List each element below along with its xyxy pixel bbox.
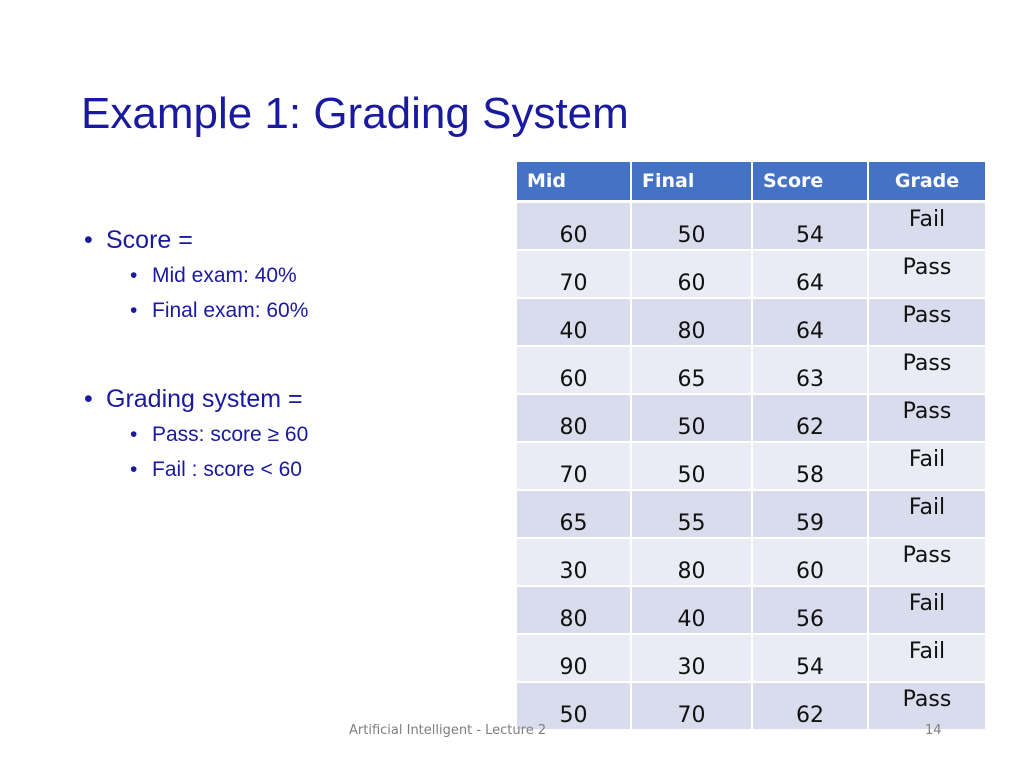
sub-bullet-fail [130, 456, 302, 484]
cell-grade: Fail [868, 442, 985, 490]
table-row [517, 442, 985, 490]
header-mid: Mid [517, 162, 631, 202]
cell-score: 62 [752, 394, 868, 442]
header-grade: Grade [868, 162, 985, 202]
cell-final: 30 [631, 634, 752, 682]
sub-bullet-mid-exam [130, 262, 297, 290]
cell-score: 60 [752, 538, 868, 586]
sub-bullet-pass [130, 421, 308, 449]
bullet-dot-icon: • [130, 299, 138, 322]
sub-bullet-text: Mid exam: 40% [152, 264, 297, 287]
table-row [517, 490, 985, 538]
cell-mid: 80 [517, 586, 631, 634]
table-row [517, 682, 985, 730]
cell-final: 65 [631, 346, 752, 394]
bullet-dot-icon: • [130, 423, 138, 446]
bullet-text: Grading system = [106, 385, 303, 413]
slide-footer: Artificial Intelligent - Lecture 2 [349, 723, 547, 738]
cell-final: 40 [631, 586, 752, 634]
cell-final: 50 [631, 202, 752, 251]
cell-grade: Fail [868, 202, 985, 251]
cell-final: 55 [631, 490, 752, 538]
cell-mid: 65 [517, 490, 631, 538]
table-row [517, 298, 985, 346]
table-row [517, 346, 985, 394]
grades-table [517, 162, 985, 731]
cell-score: 63 [752, 346, 868, 394]
bullet-dot-icon: • [130, 458, 138, 481]
table-row [517, 538, 985, 586]
cell-mid: 80 [517, 394, 631, 442]
cell-grade: Fail [868, 586, 985, 634]
slide-title: Example 1: Grading System [81, 89, 629, 138]
cell-mid: 30 [517, 538, 631, 586]
page-number: 14 [925, 723, 942, 738]
cell-grade: Pass [868, 538, 985, 586]
bullet-dot-icon: • [84, 226, 93, 254]
bullet-grading-system [84, 383, 303, 415]
cell-final: 60 [631, 250, 752, 298]
sub-bullet-text: Fail : score < 60 [152, 458, 302, 481]
table-row [517, 202, 985, 251]
cell-score: 64 [752, 298, 868, 346]
cell-mid: 60 [517, 202, 631, 251]
cell-grade: Pass [868, 250, 985, 298]
header-score: Score [752, 162, 868, 202]
sub-bullet-text: Pass: score ≥ 60 [152, 423, 309, 446]
bullet-text: Score = [106, 226, 193, 254]
cell-final: 70 [631, 682, 752, 730]
bullet-dot-icon: • [130, 264, 138, 287]
cell-grade: Pass [868, 394, 985, 442]
table-row [517, 586, 985, 634]
table-header-row [517, 162, 985, 202]
sub-bullet-final-exam [130, 297, 308, 325]
cell-mid: 70 [517, 250, 631, 298]
cell-final: 80 [631, 298, 752, 346]
cell-score: 54 [752, 634, 868, 682]
cell-score: 62 [752, 682, 868, 730]
cell-final: 50 [631, 394, 752, 442]
table-row [517, 394, 985, 442]
cell-mid: 60 [517, 346, 631, 394]
cell-grade: Pass [868, 298, 985, 346]
cell-score: 58 [752, 442, 868, 490]
cell-score: 54 [752, 202, 868, 251]
table-row [517, 250, 985, 298]
table-row [517, 634, 985, 682]
cell-mid: 40 [517, 298, 631, 346]
cell-grade: Fail [868, 634, 985, 682]
cell-mid: 50 [517, 682, 631, 730]
cell-mid: 70 [517, 442, 631, 490]
cell-score: 56 [752, 586, 868, 634]
cell-score: 64 [752, 250, 868, 298]
bullet-dot-icon: • [84, 385, 93, 413]
cell-grade: Pass [868, 346, 985, 394]
cell-grade: Pass [868, 682, 985, 730]
sub-bullet-text: Final exam: 60% [152, 299, 309, 322]
cell-final: 50 [631, 442, 752, 490]
bullet-score [84, 224, 193, 256]
cell-final: 80 [631, 538, 752, 586]
cell-score: 59 [752, 490, 868, 538]
cell-grade: Fail [868, 490, 985, 538]
header-final: Final [631, 162, 752, 202]
cell-mid: 90 [517, 634, 631, 682]
